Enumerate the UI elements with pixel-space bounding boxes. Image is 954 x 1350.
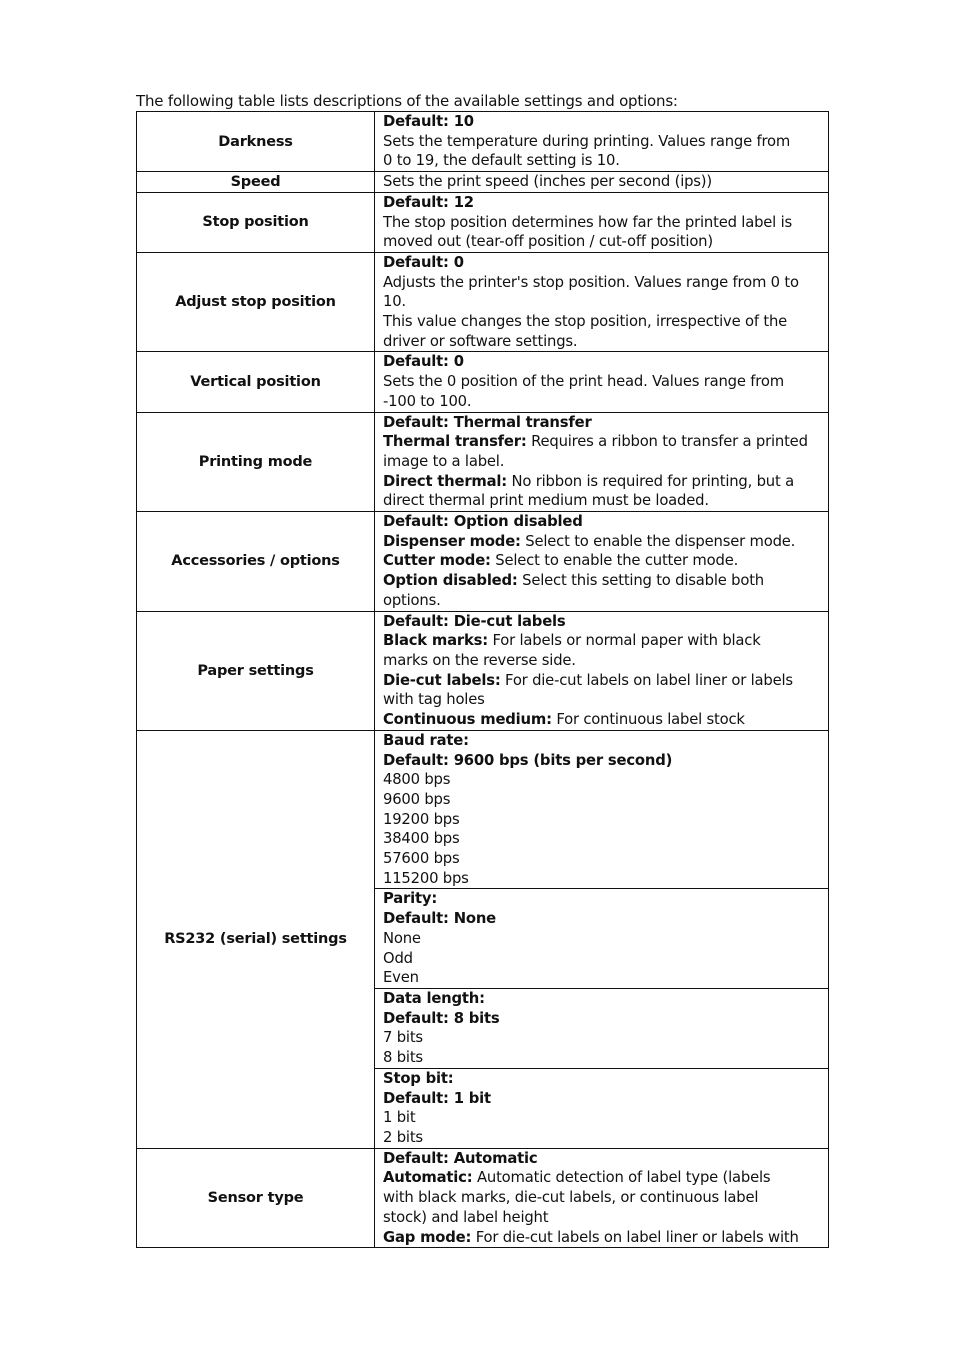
setting-name: Vertical position: [137, 352, 375, 412]
description-line: [383, 551, 822, 571]
description-label: Default: None: [383, 910, 497, 928]
description-text: For die-cut labels on label liner or labels with: [471, 1228, 799, 1246]
description-label: Default: 8 bits: [383, 1009, 500, 1027]
description-text: 9600 bps: [383, 790, 451, 808]
description-line: [383, 989, 822, 1009]
description-line: [383, 292, 822, 312]
setting-description: [375, 512, 829, 612]
setting-description: [375, 988, 829, 1068]
description-text: 10.: [383, 293, 406, 311]
description-label: Baud rate:: [383, 731, 469, 749]
description-text: Select to enable the dispenser mode.: [520, 532, 796, 550]
settings-table-body: [137, 112, 829, 1248]
description-text: For labels or normal paper with black: [487, 632, 761, 650]
description-text: moved out (tear-off position / cut-off position): [383, 233, 713, 251]
description-line: [383, 1149, 822, 1169]
setting-name: Darkness: [137, 112, 375, 172]
description-text: -100 to 100.: [383, 392, 472, 410]
description-text: 38400 bps: [383, 830, 460, 848]
description-line: [383, 889, 822, 909]
description-line: [383, 909, 822, 929]
description-label: Parity:: [383, 890, 438, 908]
setting-name: Accessories / options: [137, 512, 375, 612]
description-text: 4800 bps: [383, 771, 451, 789]
description-line: [383, 1108, 822, 1128]
setting-description: [375, 352, 829, 412]
description-text: Automatic detection of label type (labels: [472, 1169, 771, 1187]
setting-description: [375, 412, 829, 512]
setting-description: [375, 112, 829, 172]
setting-description: [375, 252, 829, 352]
table-row: [137, 192, 829, 252]
setting-description: [375, 1068, 829, 1148]
description-label: Default: Automatic: [383, 1149, 538, 1167]
description-line: [383, 829, 822, 849]
description-text: with tag holes: [383, 691, 485, 709]
description-line: [383, 1069, 822, 1089]
description-text: Adjusts the printer's stop position. Values range from 0 to: [383, 273, 799, 291]
description-line: [383, 690, 822, 710]
description-line: [383, 929, 822, 949]
description-text: Requires a ribbon to transfer a printed: [526, 433, 808, 451]
table-row: [137, 730, 829, 889]
description-text: 57600 bps: [383, 850, 460, 868]
description-line: [383, 213, 822, 233]
description-label: Automatic:: [383, 1169, 473, 1187]
description-line: [383, 512, 822, 532]
setting-description: [375, 730, 829, 889]
description-line: [383, 631, 822, 651]
description-label: Die-cut labels:: [383, 671, 501, 689]
description-line: [383, 849, 822, 869]
description-line: [383, 172, 822, 192]
setting-name: Adjust stop position: [137, 252, 375, 352]
description-text: Odd: [383, 949, 413, 967]
description-line: [383, 312, 822, 332]
description-text: Sets the 0 position of the print head. Values range from: [383, 373, 784, 391]
description-text: options.: [383, 591, 441, 609]
description-line: [383, 132, 822, 152]
description-line: [383, 1188, 822, 1208]
description-text: No ribbon is required for printing, but a: [507, 472, 794, 490]
description-text: None: [383, 929, 421, 947]
description-line: [383, 612, 822, 632]
description-label: Thermal transfer:: [383, 433, 527, 451]
description-text: stock) and label height: [383, 1208, 549, 1226]
description-text: 2 bits: [383, 1129, 423, 1147]
setting-name: RS232 (serial) settings: [137, 730, 375, 1148]
description-text: 115200 bps: [383, 869, 469, 887]
table-row: [137, 611, 829, 730]
setting-name: Paper settings: [137, 611, 375, 730]
description-label: Default: Die-cut labels: [383, 612, 566, 630]
setting-name: Printing mode: [137, 412, 375, 512]
description-line: [383, 591, 822, 611]
settings-table: [136, 111, 829, 1248]
setting-description: [375, 889, 829, 989]
description-line: [383, 232, 822, 252]
description-text: This value changes the stop position, irrespective of the: [383, 313, 788, 331]
description-line: [383, 651, 822, 671]
description-label: Gap mode:: [383, 1228, 472, 1246]
description-line: [383, 1228, 822, 1248]
description-label: Direct thermal:: [383, 472, 508, 490]
setting-description: [375, 192, 829, 252]
description-line: [383, 770, 822, 790]
description-line: [383, 1168, 822, 1188]
description-label: Dispenser mode:: [383, 532, 521, 550]
description-line: [383, 352, 822, 372]
description-text: Sets the print speed (inches per second (ips)): [383, 173, 712, 191]
description-label: Default: 12: [383, 193, 474, 211]
setting-name: Speed: [137, 172, 375, 193]
description-line: [383, 571, 822, 591]
description-line: [383, 968, 822, 988]
description-line: [383, 273, 822, 293]
description-text: The stop position determines how far the printed label is: [383, 213, 793, 231]
description-line: [383, 452, 822, 472]
description-line: [383, 1208, 822, 1228]
description-line: [383, 671, 822, 691]
description-label: Cutter mode:: [383, 552, 491, 570]
description-label: Continuous medium:: [383, 711, 552, 729]
description-label: Default: 9600 bps (bits per second): [383, 751, 673, 769]
table-row: [137, 172, 829, 193]
description-text: driver or software settings.: [383, 332, 578, 350]
description-text: For die-cut labels on label liner or labels: [500, 671, 793, 689]
description-line: [383, 372, 822, 392]
description-text: 8 bits: [383, 1049, 423, 1067]
description-label: Data length:: [383, 989, 485, 1007]
description-label: Stop bit:: [383, 1069, 454, 1087]
table-row: [137, 512, 829, 612]
description-line: [383, 1089, 822, 1109]
description-line: [383, 751, 822, 771]
description-line: [383, 1128, 822, 1148]
description-line: [383, 151, 822, 171]
description-line: [383, 810, 822, 830]
description-text: marks on the reverse side.: [383, 651, 576, 669]
setting-description: [375, 172, 829, 193]
description-text: direct thermal print medium must be loaded.: [383, 492, 709, 510]
description-label: Default: 0: [383, 353, 464, 371]
description-line: [383, 949, 822, 969]
description-text: Even: [383, 969, 419, 987]
description-text: 7 bits: [383, 1029, 423, 1047]
table-row: [137, 252, 829, 352]
description-text: 0 to 19, the default setting is 10.: [383, 152, 620, 170]
description-text: 1 bit: [383, 1109, 416, 1127]
description-line: [383, 112, 822, 132]
intro-text: The following table lists descriptions of the available settings and options:: [136, 92, 678, 110]
description-text: Sets the temperature during printing. Values range from: [383, 132, 791, 150]
description-text: Select to enable the cutter mode.: [490, 552, 739, 570]
description-line: [383, 491, 822, 511]
description-line: [383, 392, 822, 412]
description-line: [383, 332, 822, 352]
description-text: with black marks, die-cut labels, or continuous label: [383, 1189, 759, 1207]
description-line: [383, 1048, 822, 1068]
description-line: [383, 731, 822, 751]
description-label: Black marks:: [383, 632, 488, 650]
description-text: Select this setting to disable both: [517, 572, 764, 590]
description-label: Option disabled:: [383, 572, 518, 590]
description-label: Default: Thermal transfer: [383, 413, 592, 431]
description-line: [383, 1028, 822, 1048]
setting-name: Stop position: [137, 192, 375, 252]
description-text: 19200 bps: [383, 810, 460, 828]
description-line: [383, 472, 822, 492]
description-line: [383, 790, 822, 810]
description-label: Default: Option disabled: [383, 513, 583, 531]
setting-description: [375, 611, 829, 730]
description-line: [383, 1009, 822, 1029]
setting-name: Sensor type: [137, 1148, 375, 1248]
description-line: [383, 532, 822, 552]
description-line: [383, 413, 822, 433]
description-line: [383, 432, 822, 452]
table-row: [137, 112, 829, 172]
description-label: Default: 1 bit: [383, 1089, 491, 1107]
table-row: [137, 1148, 829, 1248]
description-line: [383, 253, 822, 273]
setting-description: [375, 1148, 829, 1248]
description-label: Default: 0: [383, 253, 464, 271]
description-line: [383, 193, 822, 213]
table-row: [137, 352, 829, 412]
description-label: Default: 10: [383, 113, 474, 130]
description-line: [383, 710, 822, 730]
description-text: For continuous label stock: [551, 711, 745, 729]
table-row: [137, 412, 829, 512]
description-text: image to a label.: [383, 452, 505, 470]
description-line: [383, 869, 822, 889]
